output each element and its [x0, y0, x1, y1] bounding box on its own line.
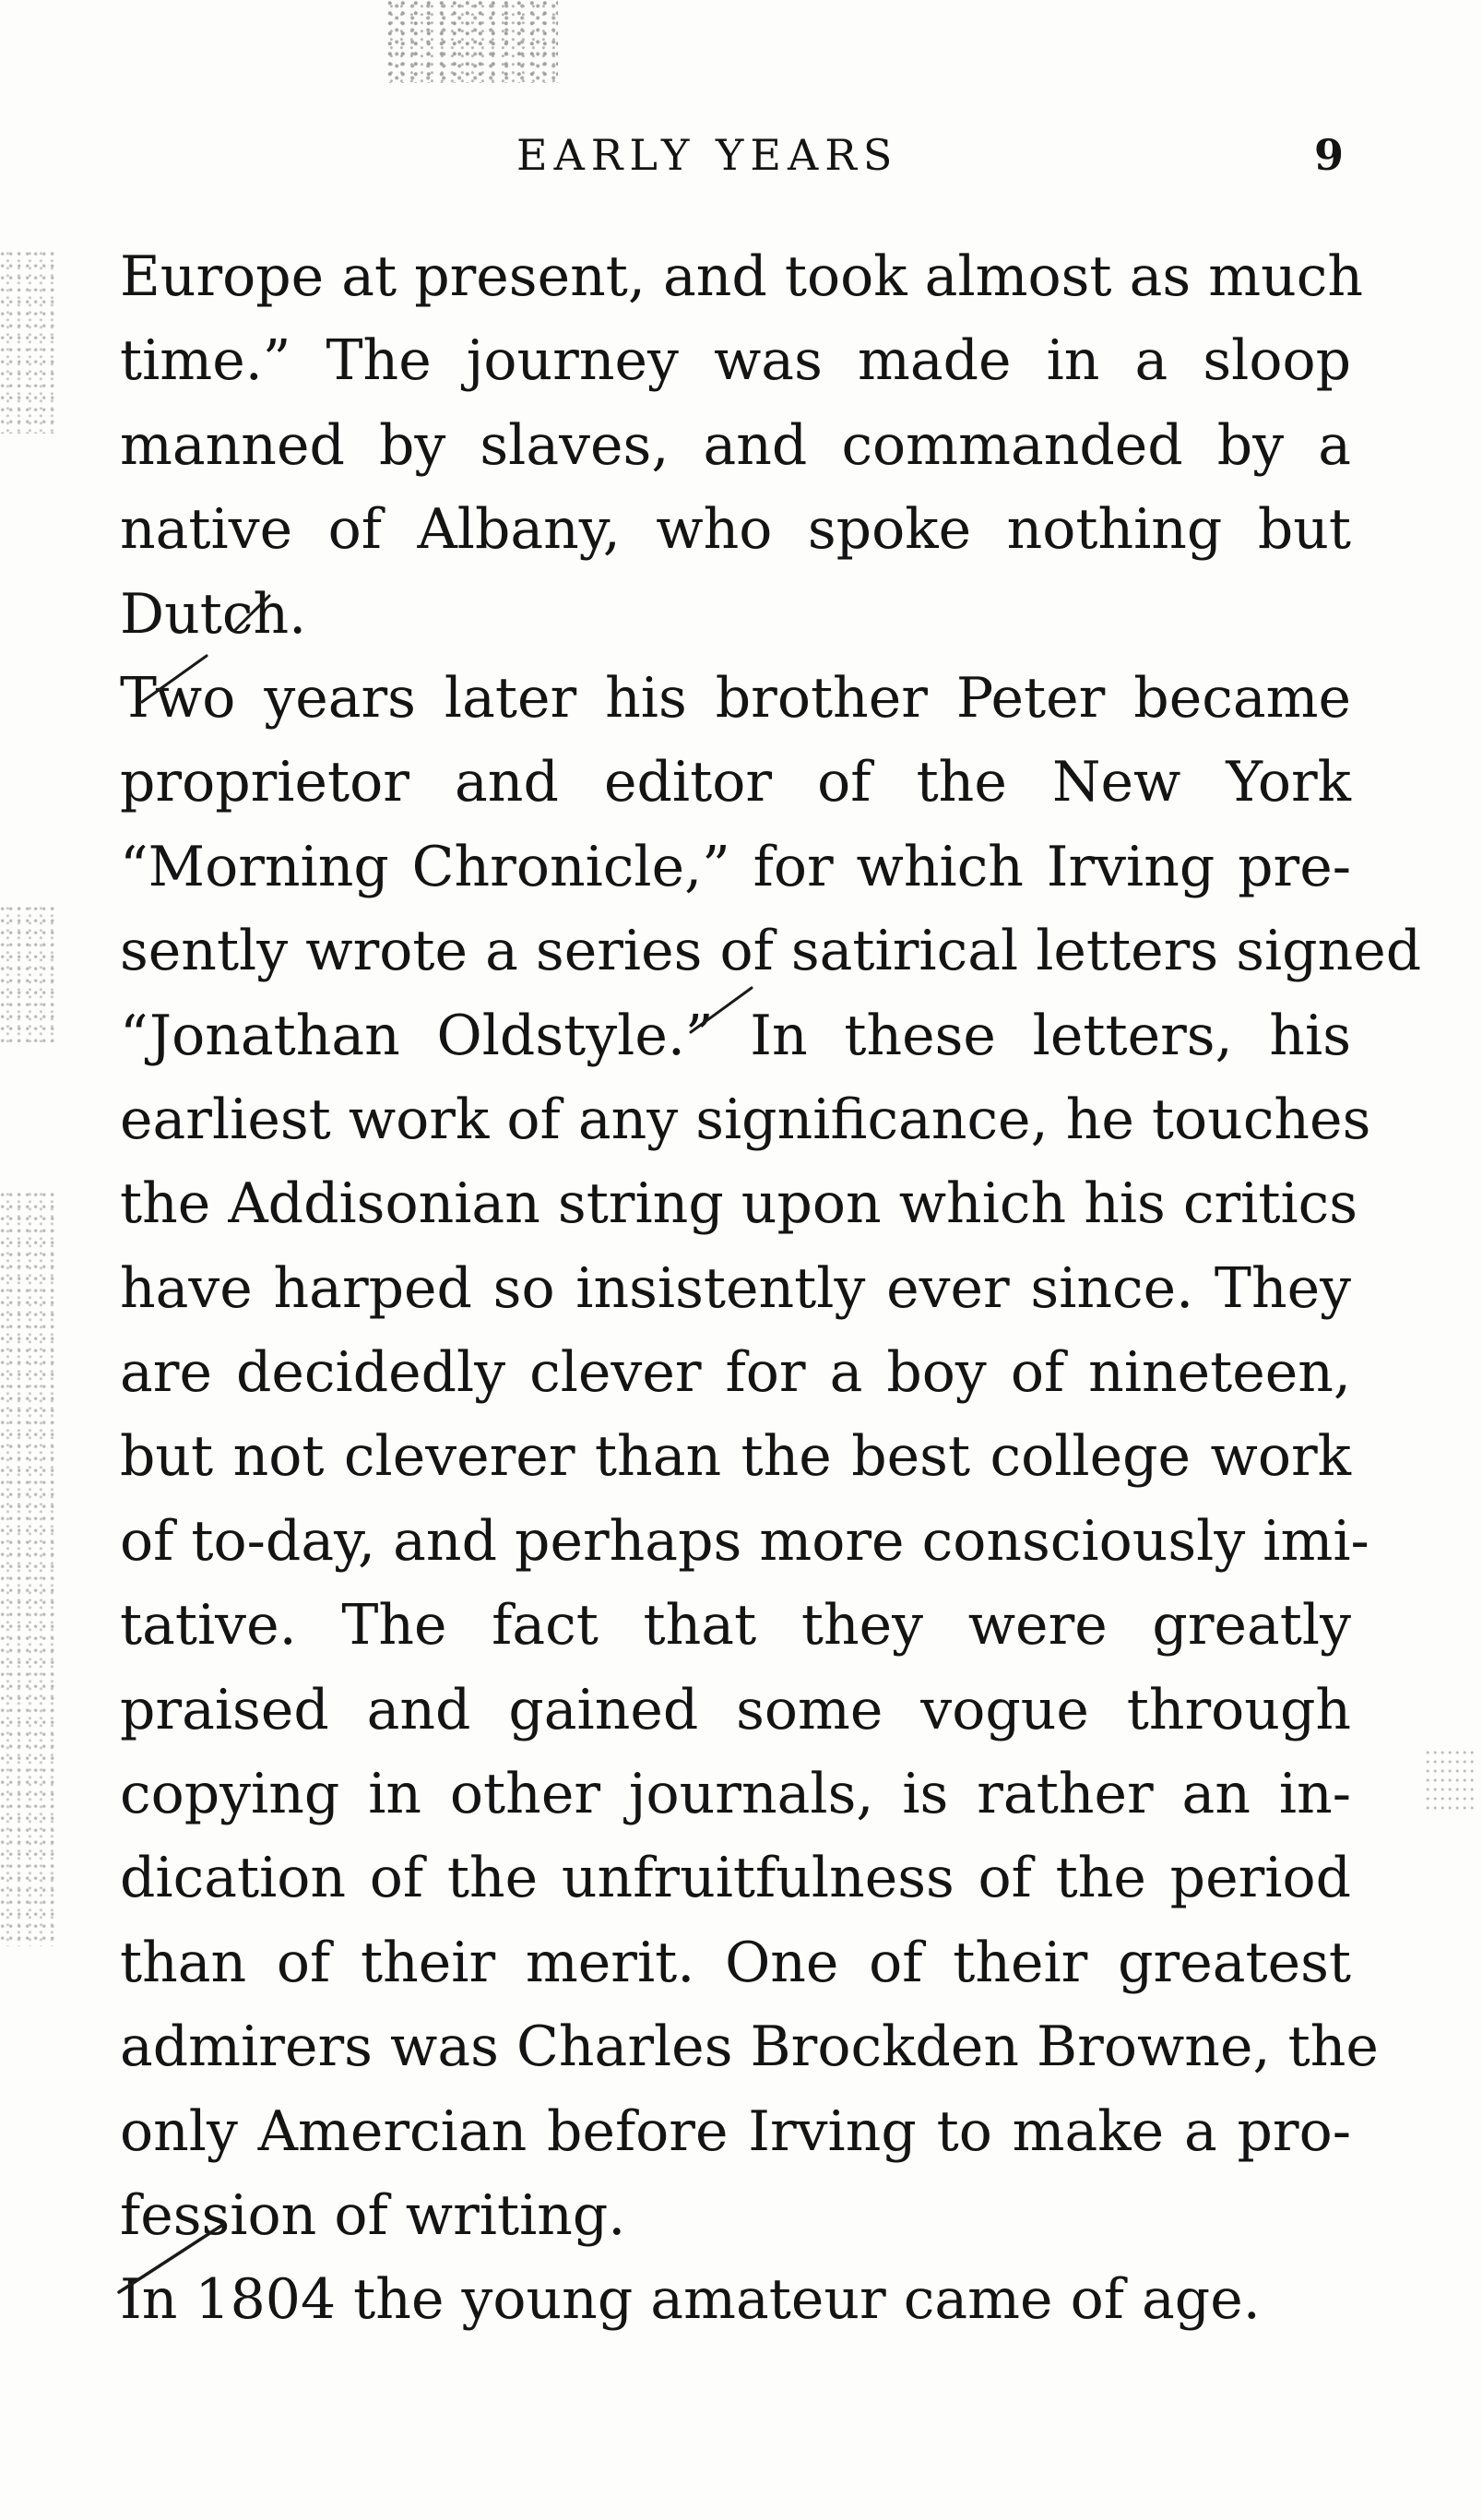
text-line: the Addisonian string upon which his critics [120, 1171, 1358, 1237]
text-line: praised and gained some vogue through [120, 1677, 1351, 1742]
text-line: only Amercian before Irving to make a pro- [120, 2098, 1351, 2164]
text-line: of to-day, and perhaps more consciously imi- [120, 1508, 1369, 1574]
running-head: EARLY YEARS [516, 130, 899, 180]
text-line: Two years later his brother Peter became [120, 665, 1351, 731]
page-number: 9 [1314, 130, 1345, 180]
text-line: admirers was Charles Brockden Browne, the [120, 2015, 1379, 2080]
text-line: tative. The fact that they were greatly [120, 1593, 1351, 1658]
scan-speckle-right [1425, 1748, 1476, 1813]
text-line: sently wrote a series of satirical letters signed [120, 919, 1422, 984]
text-line: are decidedly clever for a boy of nineteen, [120, 1340, 1351, 1406]
text-line: “Jonathan Oldstyle.” In these letters, his [120, 1003, 1351, 1068]
text-line: earliest work of any significance, he touches [120, 1087, 1371, 1152]
text-line: In 1804 the young amateur came of age. [120, 2267, 1261, 2333]
scan-speckle-left-2 [0, 904, 55, 1042]
text-line: but not cleverer than the best college work [120, 1424, 1351, 1490]
scan-speckle-left-1 [0, 249, 55, 434]
text-line: time.” The journey was made in a sloop [120, 328, 1351, 394]
text-line: Dutch. [120, 581, 307, 647]
text-line: manned by slaves, and commanded by a [120, 412, 1351, 478]
text-line: copying in other journals, is rather an in- [120, 1762, 1351, 1827]
text-line: than of their merit. One of their greatest [120, 1930, 1351, 1995]
text-line: proprietor and editor of the New York [120, 750, 1351, 815]
text-line: native of Albany, who spoke nothing but [120, 497, 1351, 563]
scan-speckle-top [387, 0, 558, 83]
scan-speckle-left-3 [0, 1190, 55, 1946]
text-line: “Morning Chronicle,” for which Irving pre- [120, 834, 1351, 899]
text-line: have harped so insistently ever since. They [120, 1255, 1351, 1321]
text-line: Europe at present, and took almost as much [120, 244, 1364, 309]
body-text [120, 235, 1422, 2343]
text-line: dication of the unfruitfulness of the period [120, 1846, 1351, 1911]
text-line: fession of writing. [120, 2182, 626, 2248]
